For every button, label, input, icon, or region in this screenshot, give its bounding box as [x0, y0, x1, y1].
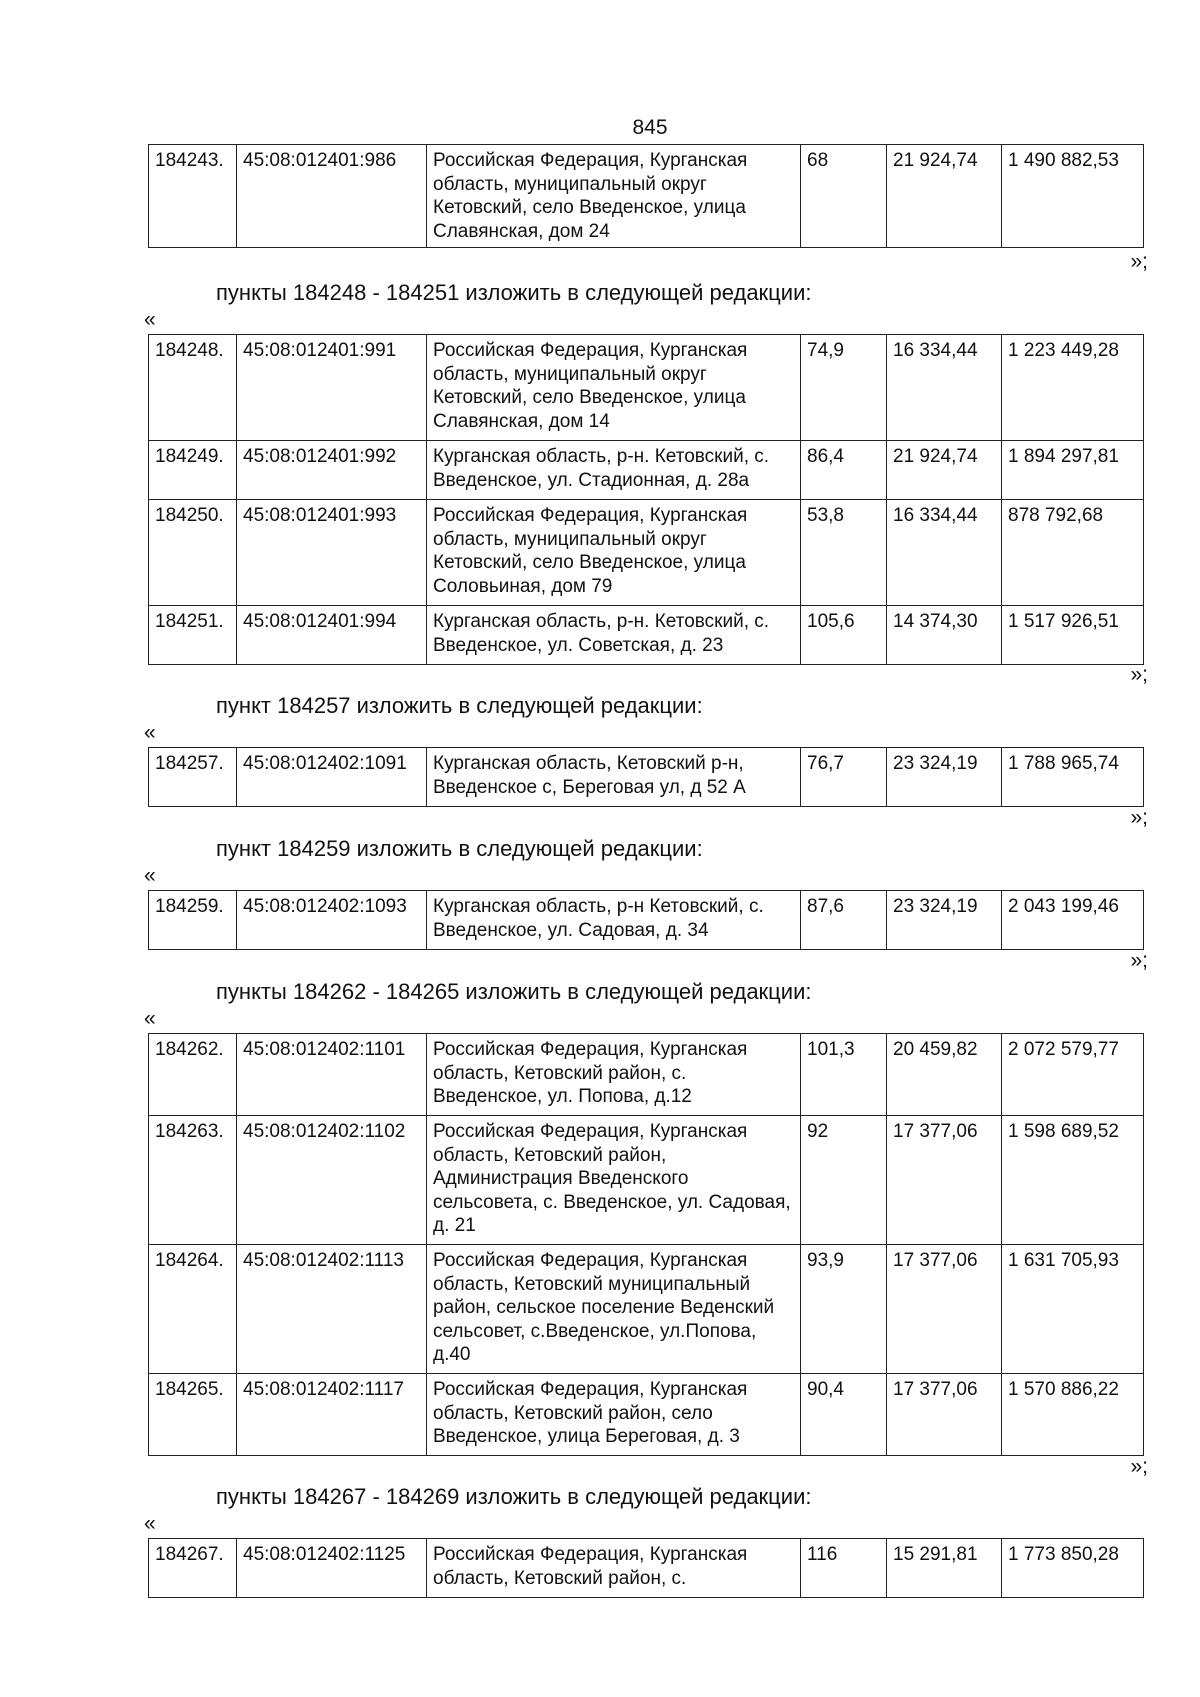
table-section-6	[148, 1538, 1144, 1598]
cadastral-number: 45:08:012402:1117	[237, 1374, 427, 1456]
open-quote: «	[144, 1007, 156, 1030]
area: 76,7	[801, 748, 887, 807]
area: 74,9	[801, 335, 887, 441]
address: Курганская область, р-н Кетовский, с. Введенское, ул. Садовая, д. 34	[427, 891, 801, 950]
cadastral-value: 1 788 965,74	[1002, 748, 1144, 807]
cadastral-value: 1 570 886,22	[1002, 1374, 1144, 1456]
section-intro: пункты 184262 - 184265 изложить в следующей редакции:	[216, 979, 812, 1004]
row-number: 184248.	[149, 335, 237, 441]
table-section-4	[148, 890, 1144, 950]
unit-price: 17 377,06	[887, 1245, 1002, 1374]
page-number: 845	[632, 116, 668, 139]
area: 90,4	[801, 1374, 887, 1456]
row-number: 184263.	[149, 1116, 237, 1245]
unit-price: 14 374,30	[887, 606, 1002, 665]
table-row	[149, 335, 1144, 441]
table-row	[149, 500, 1144, 606]
unit-price: 16 334,44	[887, 335, 1002, 441]
cadastral-value: 1 894 297,81	[1002, 441, 1144, 500]
cadastral-number: 45:08:012402:1113	[237, 1245, 427, 1374]
open-quote: «	[144, 864, 156, 887]
cadastral-number: 45:08:012402:1102	[237, 1116, 427, 1245]
unit-price: 21 924,74	[887, 145, 1002, 248]
address: Российская Федерация, Курганская область, Кетовский район, село Введенское, улица Береговая, д. 3	[427, 1374, 801, 1456]
unit-price: 16 334,44	[887, 500, 1002, 606]
address: Российская Федерация, Курганская область, Кетовский муниципальный район, сельское поселение Веденский сельсовет, с.Введенское, ул.Попова, д.40	[427, 1245, 801, 1374]
address: Российская Федерация, Курганская область, муниципальный округ Кетовский, село Введенское, улица Славянская, дом 24	[427, 145, 801, 248]
address: Российская Федерация, Курганская область, Кетовский район, Администрация Введенского сельсовета, с. Введенское, ул. Садовая, д. 21	[427, 1116, 801, 1245]
area: 68	[801, 145, 887, 248]
table-row	[149, 1245, 1144, 1374]
address: Российская Федерация, Курганская область, муниципальный округ Кетовский, село Введенское, улица Славянская, дом 14	[427, 335, 801, 441]
address: Курганская область, р-н. Кетовский, с. Введенское, ул. Стадионная, д. 28а	[427, 441, 801, 500]
area: 92	[801, 1116, 887, 1245]
table-row	[149, 748, 1144, 807]
row-number: 184257.	[149, 748, 237, 807]
cadastral-value: 1 598 689,52	[1002, 1116, 1144, 1245]
row-number: 184265.	[149, 1374, 237, 1456]
cadastral-number: 45:08:012402:1091	[237, 748, 427, 807]
unit-price: 15 291,81	[887, 1539, 1002, 1598]
table-section-2	[148, 334, 1144, 665]
cadastral-value: 1 773 850,28	[1002, 1539, 1144, 1598]
cadastral-value: 1 223 449,28	[1002, 335, 1144, 441]
table-row	[149, 1539, 1144, 1598]
table-section-1	[148, 144, 1144, 248]
address: Российская Федерация, Курганская область, Кетовский район, с. Введенское, ул. Попова, д.12	[427, 1034, 801, 1116]
area: 101,3	[801, 1034, 887, 1116]
close-quote: »;	[1130, 250, 1148, 273]
row-number: 184267.	[149, 1539, 237, 1598]
address: Российская Федерация, Курганская область, Кетовский район, с.	[427, 1539, 801, 1598]
area: 93,9	[801, 1245, 887, 1374]
close-quote: »;	[1130, 949, 1148, 972]
close-quote: »;	[1130, 1455, 1148, 1478]
row-number: 184250.	[149, 500, 237, 606]
row-number: 184259.	[149, 891, 237, 950]
open-quote: «	[144, 308, 156, 331]
cadastral-number: 45:08:012402:1101	[237, 1034, 427, 1116]
cadastral-number: 45:08:012401:986	[237, 145, 427, 248]
cadastral-number: 45:08:012401:993	[237, 500, 427, 606]
section-intro: пункты 184248 - 184251 изложить в следующей редакции:	[216, 280, 812, 305]
table-section-5	[148, 1033, 1144, 1456]
cadastral-number: 45:08:012401:994	[237, 606, 427, 665]
table-row	[149, 441, 1144, 500]
table-section-3	[148, 747, 1144, 807]
cadastral-value: 1 490 882,53	[1002, 145, 1144, 248]
section-intro: пункт 184257 изложить в следующей редакции:	[216, 693, 703, 718]
table-row	[149, 145, 1144, 248]
cadastral-number: 45:08:012402:1093	[237, 891, 427, 950]
address: Курганская область, Кетовский р-н, Введенское с, Береговая ул, д 52 А	[427, 748, 801, 807]
section-intro: пункты 184267 - 184269 изложить в следующей редакции:	[216, 1484, 812, 1509]
table-row	[149, 1374, 1144, 1456]
table-row	[149, 606, 1144, 665]
table-row	[149, 1034, 1144, 1116]
close-quote: »;	[1130, 663, 1148, 686]
row-number: 184251.	[149, 606, 237, 665]
area: 116	[801, 1539, 887, 1598]
table-row	[149, 891, 1144, 950]
area: 86,4	[801, 441, 887, 500]
area: 87,6	[801, 891, 887, 950]
unit-price: 20 459,82	[887, 1034, 1002, 1116]
address: Российская Федерация, Курганская область, муниципальный округ Кетовский, село Введенское, улица Соловьиная, дом 79	[427, 500, 801, 606]
unit-price: 21 924,74	[887, 441, 1002, 500]
section-intro: пункт 184259 изложить в следующей редакции:	[216, 836, 703, 861]
unit-price: 23 324,19	[887, 891, 1002, 950]
cadastral-value: 1 517 926,51	[1002, 606, 1144, 665]
address: Курганская область, р-н. Кетовский, с. Введенское, ул. Советская, д. 23	[427, 606, 801, 665]
row-number: 184264.	[149, 1245, 237, 1374]
cadastral-value: 2 072 579,77	[1002, 1034, 1144, 1116]
row-number: 184249.	[149, 441, 237, 500]
row-number: 184262.	[149, 1034, 237, 1116]
close-quote: »;	[1130, 806, 1148, 829]
cadastral-value: 1 631 705,93	[1002, 1245, 1144, 1374]
cadastral-value: 2 043 199,46	[1002, 891, 1144, 950]
open-quote: «	[144, 721, 156, 744]
cadastral-number: 45:08:012401:991	[237, 335, 427, 441]
cadastral-number: 45:08:012401:992	[237, 441, 427, 500]
unit-price: 17 377,06	[887, 1374, 1002, 1456]
area: 105,6	[801, 606, 887, 665]
open-quote: «	[144, 1512, 156, 1535]
unit-price: 23 324,19	[887, 748, 1002, 807]
cadastral-number: 45:08:012402:1125	[237, 1539, 427, 1598]
unit-price: 17 377,06	[887, 1116, 1002, 1245]
cadastral-value: 878 792,68	[1002, 500, 1144, 606]
area: 53,8	[801, 500, 887, 606]
row-number: 184243.	[149, 145, 237, 248]
table-row	[149, 1116, 1144, 1245]
